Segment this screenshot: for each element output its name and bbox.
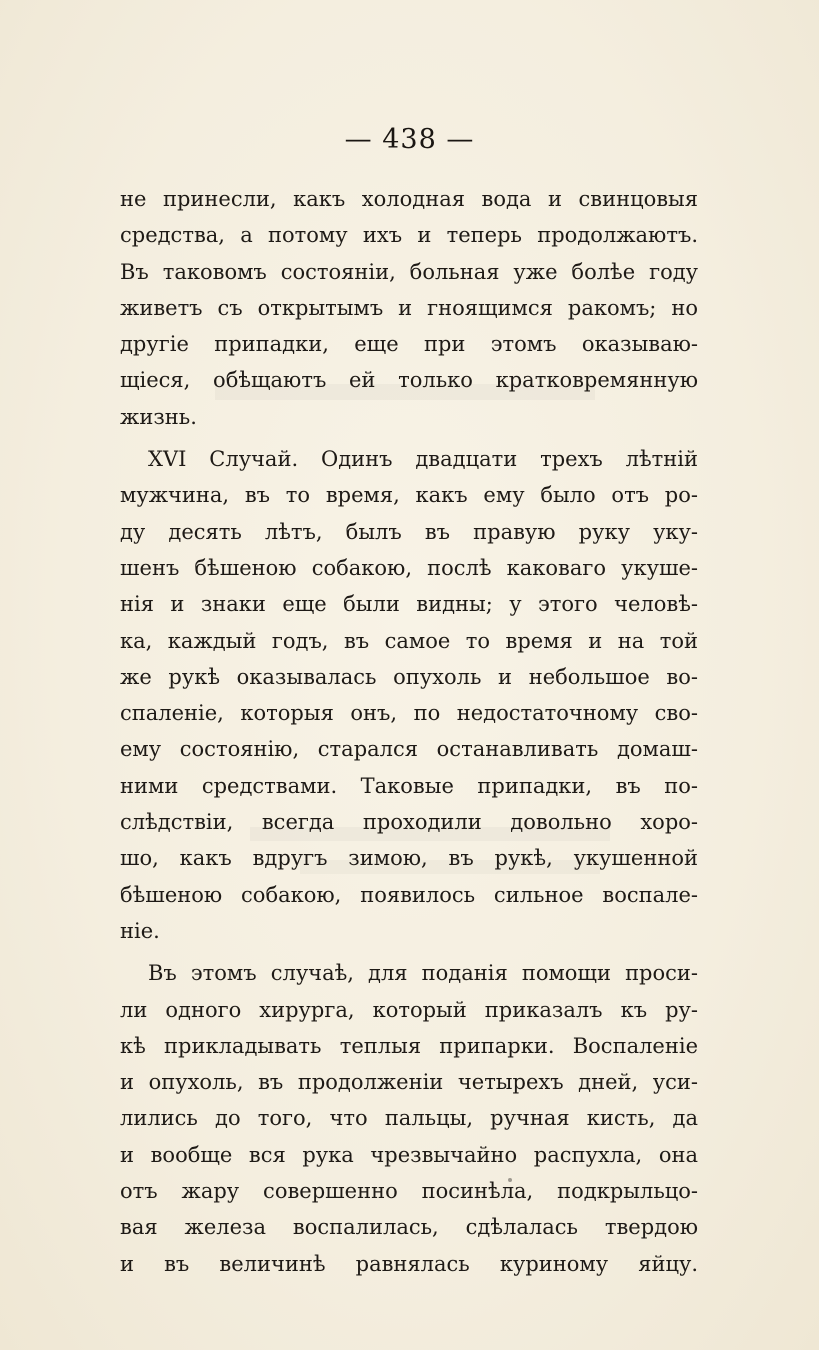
text-line: мужчина, въ то время, какъ ему было отъ ро- (120, 483, 698, 508)
text-line: же рукѣ оказывалась опухоль и небольшое во- (120, 664, 698, 689)
text-line: ему состоянію, старался останавливать домаш- (120, 737, 698, 762)
text-line: отъ жару совершенно посинѣла, подкрыльцо- (120, 1179, 698, 1204)
text-line: и опухоль, въ продолженіи четырехъ дней, уси- (120, 1070, 698, 1095)
text-line: не принесли, какъ холодная вода и свинцовыя (120, 187, 698, 211)
text-line: щіеся, обѣщаютъ ей только кратковремянную (120, 368, 698, 393)
text-line: ка, каждый годъ, въ самое то время и на той (120, 628, 698, 653)
body-text (120, 181, 698, 1282)
text-line: ли одного хирурга, который приказалъ къ ру- (120, 997, 698, 1022)
text-line: кѣ прикладывать теплыя припарки. Воспаленіе (120, 1033, 698, 1058)
text-line: Въ этомъ случаѣ, для поданія помощи проси- (148, 961, 698, 986)
paragraph-3 (120, 955, 698, 1282)
text-line: и въ величинѣ равнялась куриному яйцу. (120, 1251, 698, 1276)
text-line: вая железа воспалилась, сдѣлалась твердою (120, 1215, 698, 1240)
text-line: ними средствами. Таковые припадки, въ по- (120, 773, 698, 798)
text-line: Въ таковомъ состояніи, больная уже болѣе году (120, 259, 698, 284)
text-line: нія и знаки еще были видны; у этого человѣ- (120, 592, 698, 617)
paragraph-2 (120, 441, 698, 949)
page-number: — 438 — (344, 124, 475, 155)
text-line: слѣдствіи, всегда проходили довольно хоро- (120, 810, 698, 835)
text-line: шенъ бѣшеною собакою, послѣ каковаго укуше- (120, 555, 698, 580)
text-line: ду десять лѣтъ, былъ въ правую руку уку- (120, 519, 698, 544)
text-line: XVI Случай. Одинъ двадцати трехъ лѣтній (148, 447, 698, 472)
text-line: бѣшеною собакою, появилось сильное воспале- (120, 882, 698, 907)
text-line: средства, а потому ихъ и теперь продолжаютъ. (120, 223, 698, 248)
text-line: живетъ съ открытымъ и гноящимся ракомъ; но (120, 295, 698, 320)
text-line: спаленіе, которыя онъ, по недостаточному сво- (120, 701, 698, 726)
text-line: лились до того, что пальцы, ручная кисть, да (120, 1106, 698, 1131)
text-line: жизнь. (120, 404, 197, 429)
text-line: шо, какъ вдругъ зимою, въ рукѣ, укушенной (120, 846, 698, 871)
paragraph-1 (120, 181, 698, 435)
text-line: ніе. (120, 918, 160, 943)
text-line: другіе припадки, еще при этомъ оказываю- (120, 332, 698, 357)
text-line: и вообще вся рука чрезвычайно распухла, она (120, 1142, 698, 1167)
